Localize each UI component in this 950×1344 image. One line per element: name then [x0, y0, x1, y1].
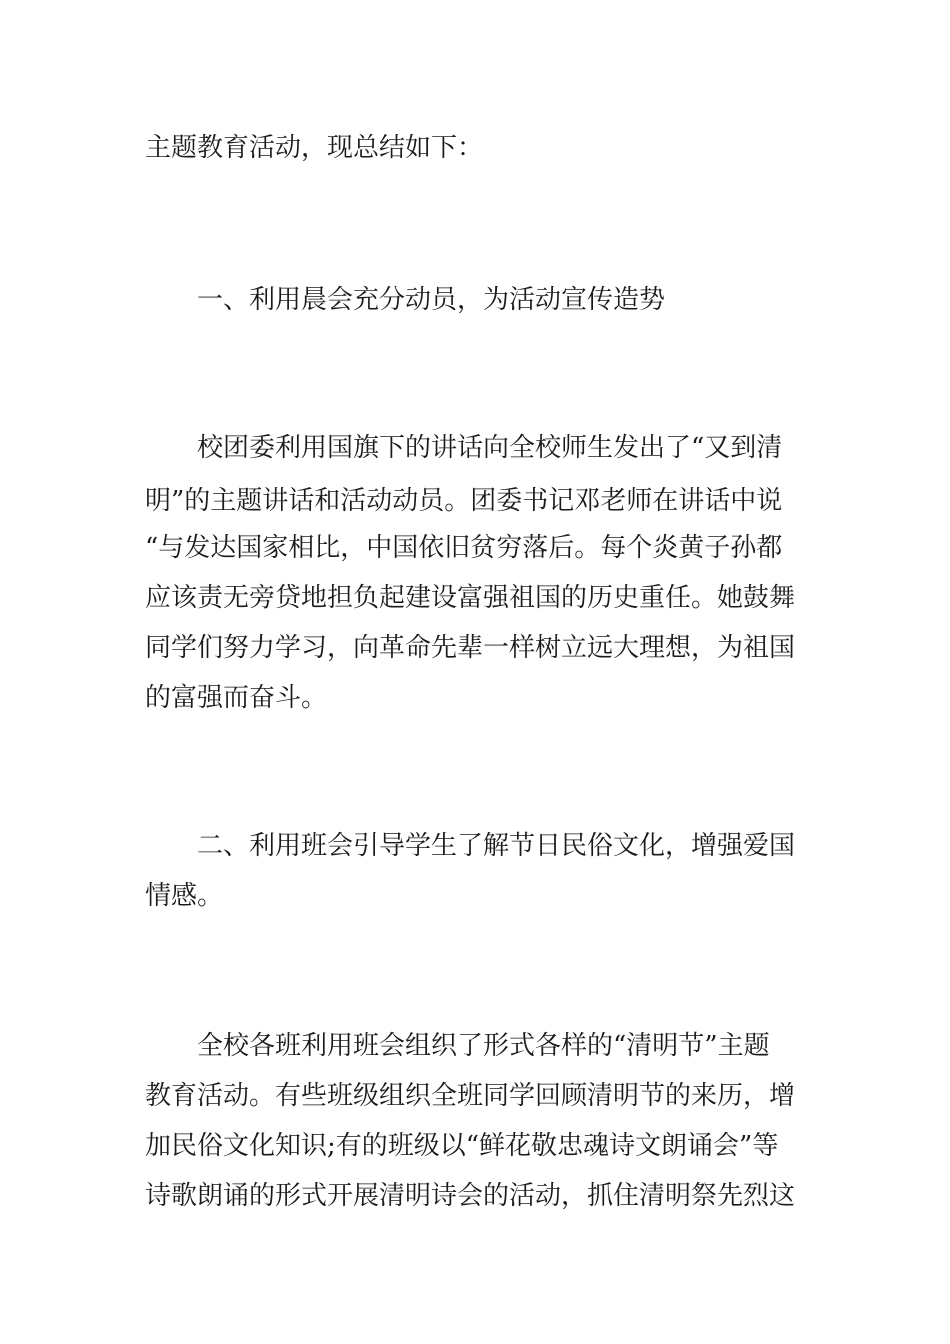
paragraph-1-line-1: 校团委利用国旗下的讲话向全校师生发出了“又到清 [197, 433, 783, 463]
paragraph-2-line-2: 教育活动。有些班级组织全班同学回顾清明节的来历，增 [145, 1081, 796, 1111]
paragraph-2-line-1: 全校各班利用班会组织了形式各样的“清明节”主题 [197, 1031, 770, 1061]
paragraph-1-line-4: 应该责无旁贷地担负起建设富强祖国的历史重任。她鼓舞 [145, 583, 796, 613]
paragraph-1-line-2: 明”的主题讲话和活动动员。团委书记邓老师在讲话中说 [145, 486, 783, 516]
paragraph-1-line-6: 的富强而奋斗。 [145, 683, 328, 713]
paragraph-2-line-4: 诗歌朗诵的形式开展清明诗会的活动，抓住清明祭先烈这 [145, 1181, 796, 1211]
intro-line: 主题教育活动，现总结如下： [145, 133, 484, 163]
paragraph-2-line-3: 加民俗文化知识;有的班级以“鲜花敬忠魂诗文朗诵会”等 [145, 1131, 779, 1161]
paragraph-1-line-3: “与发达国家相比，中国依旧贫穷落后。每个炎黄子孙都 [145, 533, 783, 563]
section-heading-1: 一、利用晨会充分动员，为活动宣传造势 [197, 285, 666, 315]
section-heading-2-line-2: 情感。 [145, 881, 224, 911]
paragraph-1-line-5: 同学们努力学习，向革命先辈一样树立远大理想，为祖国 [145, 633, 796, 663]
section-heading-2-line-1: 二、利用班会引导学生了解节日民俗文化，增强爱国 [197, 831, 796, 861]
